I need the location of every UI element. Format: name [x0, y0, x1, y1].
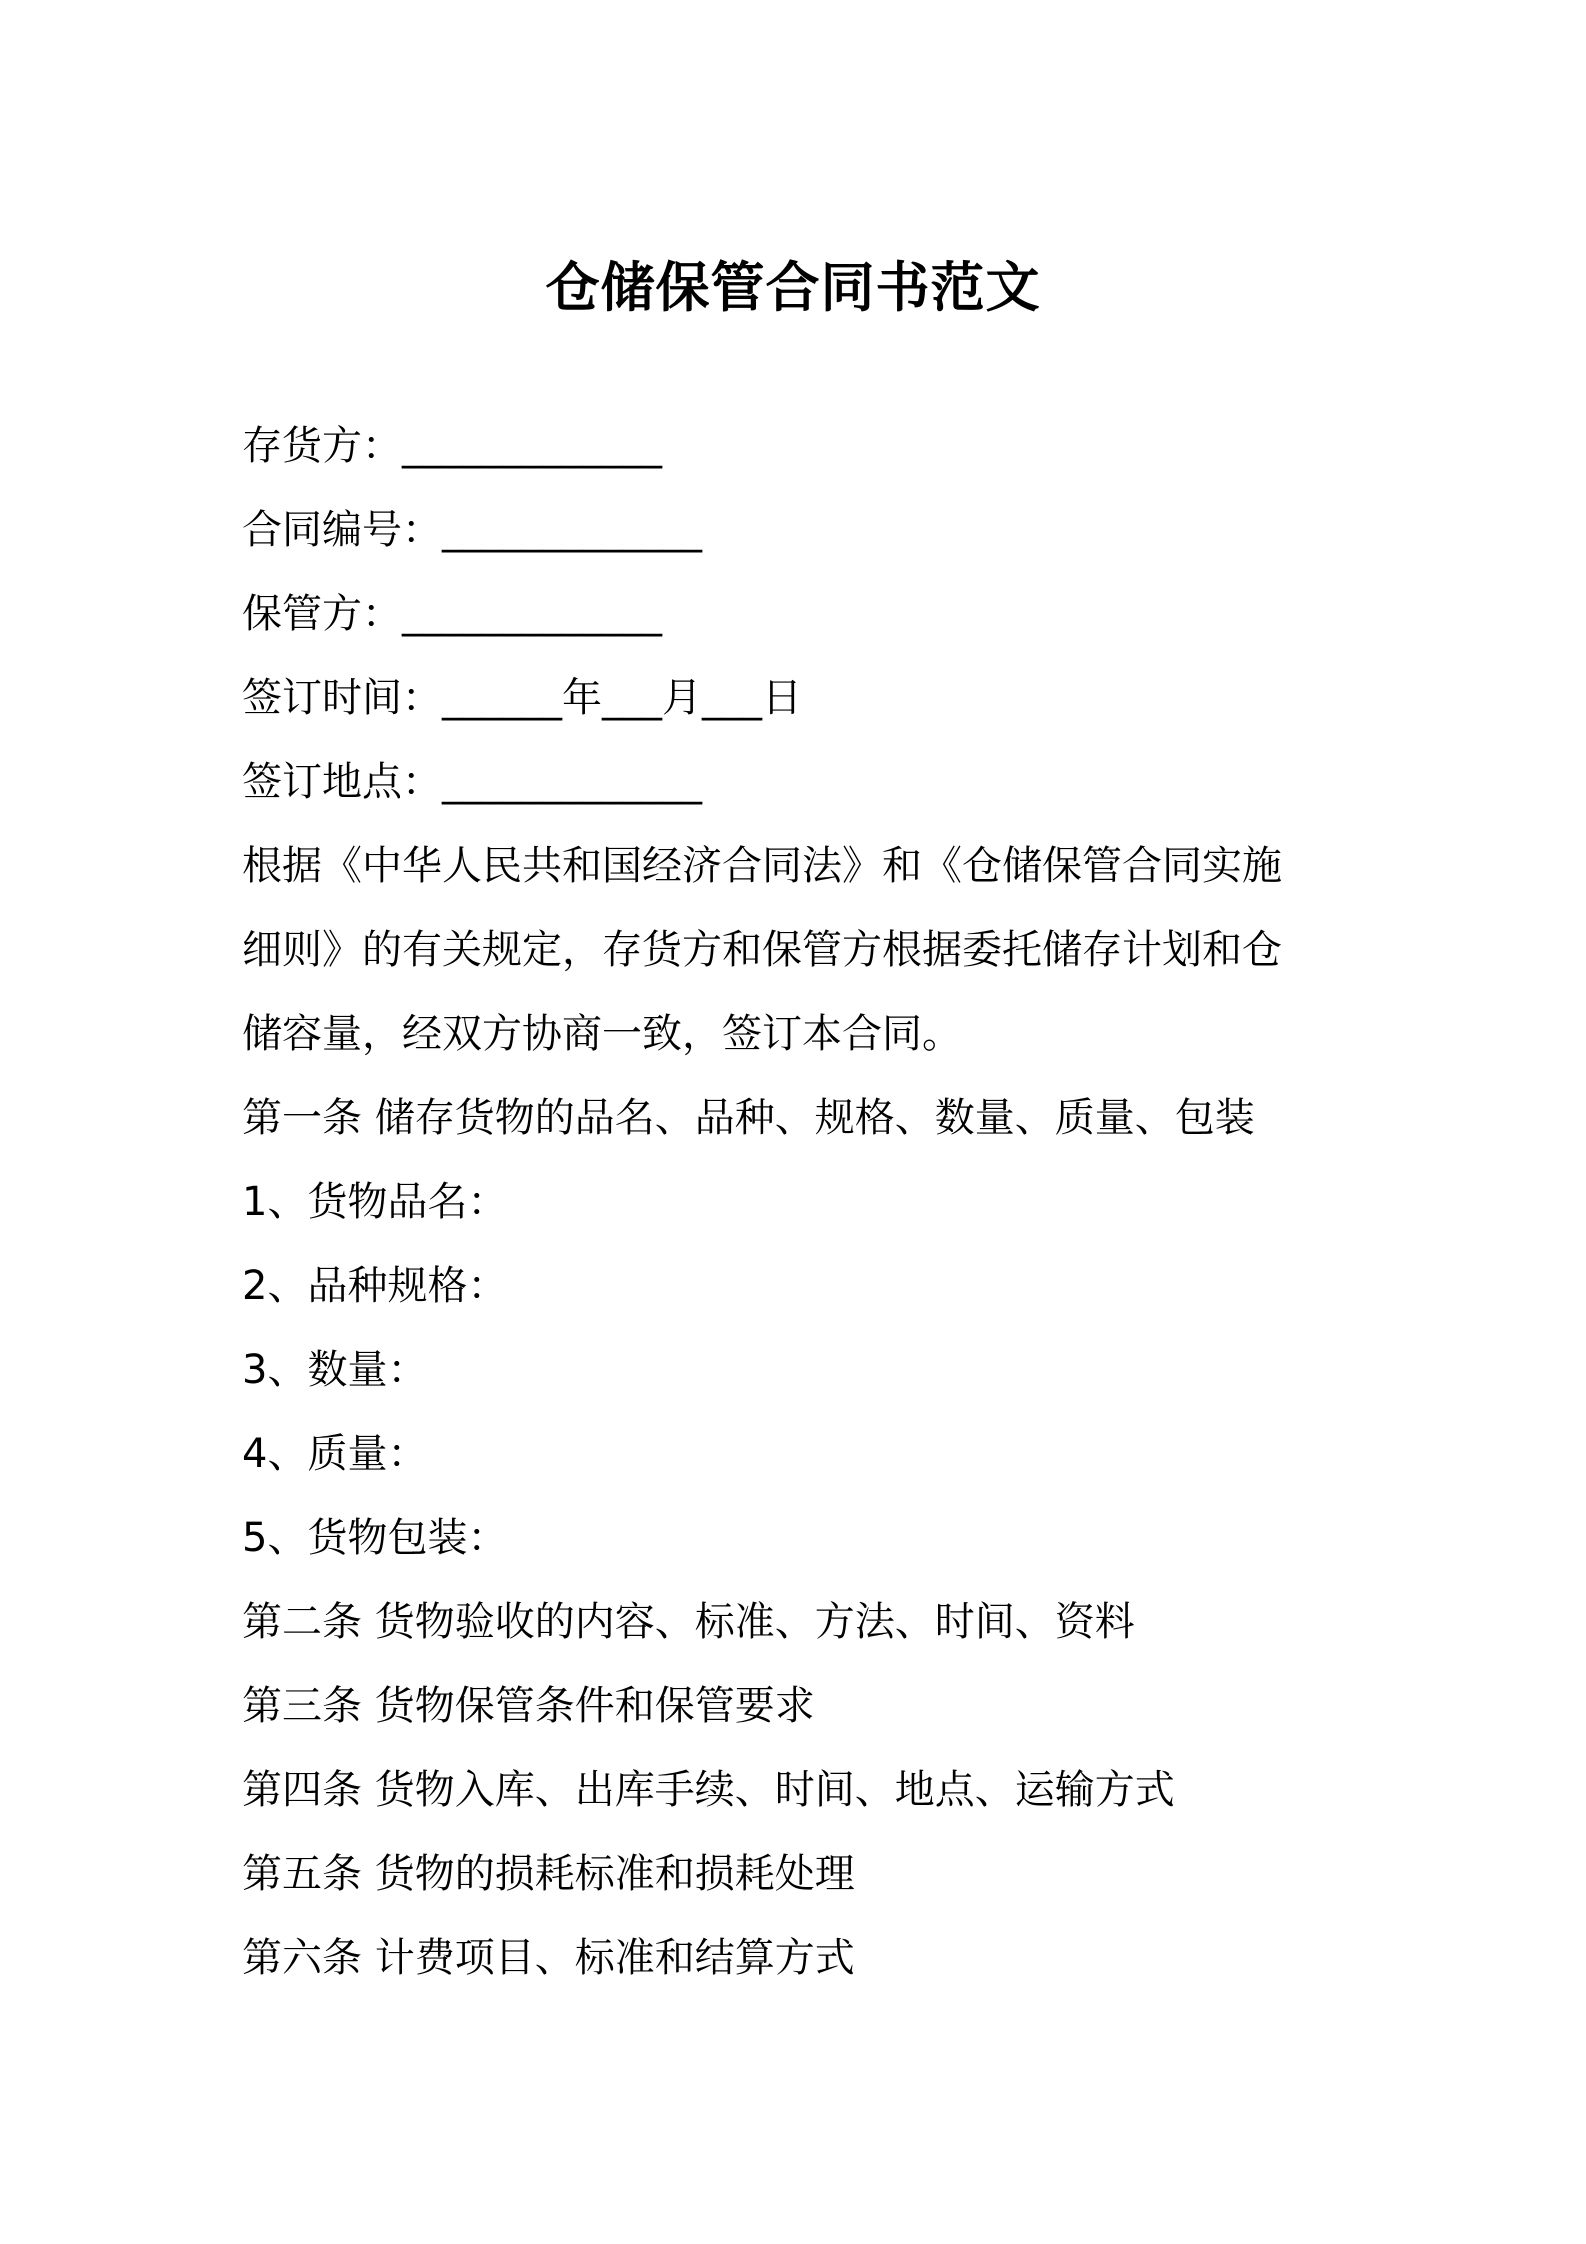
article-4-heading: 第四条 货物入库、出库手续、时间、地点、运输方式	[242, 1767, 1175, 1813]
article-1-item-1: 1、货物品名：	[242, 1179, 508, 1225]
article-3-heading: 第三条 货物保管条件和保管要求	[242, 1683, 815, 1729]
field-depositor: 存货方：_____________	[242, 423, 662, 469]
article-1-item-2: 2、品种规格：	[242, 1263, 508, 1309]
article-6-heading: 第六条 计费项目、标准和结算方式	[242, 1935, 855, 1981]
field-signing-place: 签订地点：_____________	[242, 759, 702, 805]
document-body	[242, 404, 1362, 2000]
field-custodian: 保管方：_____________	[242, 591, 662, 637]
article-5-heading: 第五条 货物的损耗标准和损耗处理	[242, 1851, 855, 1897]
article-1-item-5: 5、货物包装：	[242, 1515, 508, 1561]
preamble-line-1: 根据《中华人民共和国经济合同法》和《仓储保管合同实施	[242, 843, 1282, 889]
document-title: 仓储保管合同书范文	[545, 256, 1041, 319]
article-1-item-4: 4、质量：	[242, 1431, 428, 1477]
field-signing-date: 签订时间：______年___月___日	[242, 675, 802, 721]
article-1-item-3: 3、数量：	[242, 1347, 428, 1393]
article-1-heading: 第一条 储存货物的品名、品种、规格、数量、质量、包装	[242, 1095, 1255, 1141]
article-2-heading: 第二条 货物验收的内容、标准、方法、时间、资料	[242, 1599, 1135, 1645]
preamble-line-3: 储容量，经双方协商一致，签订本合同。	[242, 1011, 962, 1057]
preamble-line-2: 细则》的有关规定，存货方和保管方根据委托储存计划和仓	[242, 927, 1282, 973]
field-contract-number: 合同编号：_____________	[242, 507, 702, 553]
